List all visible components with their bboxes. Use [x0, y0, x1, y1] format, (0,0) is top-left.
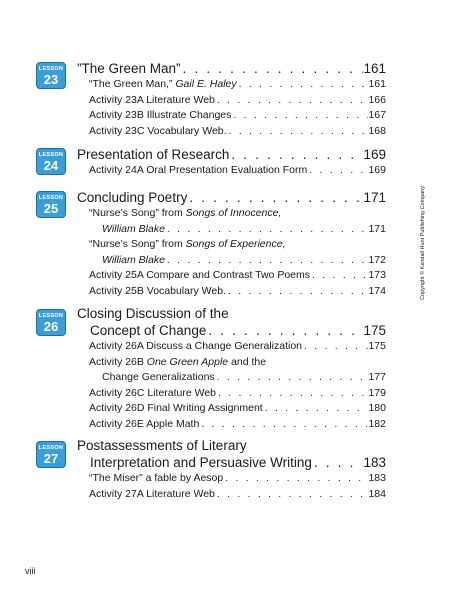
page-number: 177	[368, 371, 386, 383]
toc-entry[interactable]: “The Green Man,” Gail E. Haley . . . 161	[89, 77, 386, 93]
page-number: 169	[368, 164, 386, 176]
toc-entry[interactable]: Activity 26E Apple Math . . . 182	[89, 417, 386, 433]
lesson-26	[36, 305, 386, 432]
lesson-23	[36, 60, 386, 139]
lesson-badge-number: 26	[43, 319, 59, 334]
lesson-badge-number: 27	[43, 451, 59, 466]
toc-entry[interactable]: “Nurse’s Song” from Songs of Experience,	[89, 238, 286, 250]
page-number: 182	[368, 417, 386, 430]
toc-entry[interactable]: Activity 23C Vocabulary Web. . . . 168	[89, 124, 386, 140]
lesson-badge-label: LESSON	[38, 195, 64, 201]
toc-entry[interactable]: Activity 25B Vocabulary Web. . . . 174	[89, 284, 386, 300]
page-number: 184	[368, 487, 386, 500]
lesson-title[interactable]: Concluding Poetry . . . 171	[77, 189, 386, 206]
page-number: 172	[368, 253, 386, 266]
page-number: 171	[368, 222, 386, 235]
toc-entry[interactable]: Activity 26A Discuss a Change Generalization . . . 175	[89, 339, 386, 355]
lesson-badge-label: LESSON	[38, 313, 64, 319]
toc-entry[interactable]: Activity 23B Illustrate Changes . . . 167	[89, 108, 386, 124]
lesson-badge-number: 25	[43, 201, 59, 216]
toc-entry[interactable]: Activity 26D Final Writing Assignment . . . 180	[89, 401, 386, 417]
toc-entry[interactable]: William Blake . . . 172	[89, 253, 386, 269]
lesson-badge-number: 24	[43, 158, 59, 173]
page-number: 169	[363, 147, 386, 162]
page-number: 166	[368, 93, 386, 106]
lesson-25	[36, 189, 386, 299]
lesson-title[interactable]: Presentation of Research . . . 169	[77, 146, 386, 163]
page-number: 161	[363, 61, 386, 76]
page-number: 175	[368, 340, 386, 352]
toc-entry[interactable]: Activity 26B One Green Apple and the	[89, 355, 267, 368]
toc-entry[interactable]: Activity 27A Literature Web . . . 184	[89, 487, 386, 503]
page-folio: viii	[25, 566, 36, 576]
lesson-title-continued[interactable]: Interpretation and Persuasive Writing . . . 183	[77, 454, 386, 471]
lesson-badge-label: LESSON	[38, 445, 64, 451]
lesson-badge-label: LESSON	[38, 152, 64, 158]
lesson-badge	[36, 62, 66, 89]
lesson-badge	[36, 441, 66, 468]
lesson-badge-label: LESSON	[38, 66, 64, 72]
lesson-24	[36, 146, 386, 179]
toc-entry[interactable]: Change Generalizations . . . 177	[89, 370, 386, 386]
toc-entry[interactable]: Activity 26C Literature Web . . . 179	[89, 386, 386, 402]
page-number: 180	[368, 402, 386, 414]
lesson-title[interactable]: ”The Green Man” . . . 161	[77, 60, 386, 77]
copyright-notice: Copyright © Kendall Hunt Publishing Company	[420, 185, 426, 300]
toc-entry[interactable]: Activity 24A Oral Presentation Evaluation Form . . . 169	[89, 163, 386, 179]
page-number: 183	[363, 455, 386, 470]
page-number: 171	[363, 190, 386, 205]
toc-entry[interactable]: Activity 25A Compare and Contrast Two Poems . . . 173	[89, 268, 386, 284]
lesson-27	[36, 437, 386, 502]
lesson-badge-number: 23	[43, 72, 59, 87]
page-number: 175	[363, 323, 386, 338]
page-number: 179	[368, 386, 386, 399]
page-number: 173	[368, 269, 386, 281]
lesson-badge	[36, 309, 66, 336]
page-number: 174	[368, 284, 386, 297]
page-number: 183	[368, 472, 386, 484]
page-number: 167	[368, 109, 386, 121]
lesson-badge	[36, 191, 66, 218]
toc-entry[interactable]: William Blake . . . 171	[89, 222, 386, 238]
page-number: 168	[368, 124, 386, 137]
lesson-title[interactable]: Closing Discussion of the	[77, 306, 229, 321]
lesson-badge	[36, 148, 66, 175]
toc-entry[interactable]: Activity 23A Literature Web . . . 166	[89, 93, 386, 109]
toc-entry[interactable]: “Nurse’s Song” from Songs of Innocence,	[89, 207, 282, 219]
lesson-title[interactable]: Postassessments of Literary	[77, 438, 247, 453]
toc-entry[interactable]: “The Miser” a fable by Aesop . . . 183	[89, 471, 386, 487]
page-number: 161	[368, 78, 386, 90]
lesson-title-continued[interactable]: Concept of Change . . . 175	[77, 322, 386, 339]
